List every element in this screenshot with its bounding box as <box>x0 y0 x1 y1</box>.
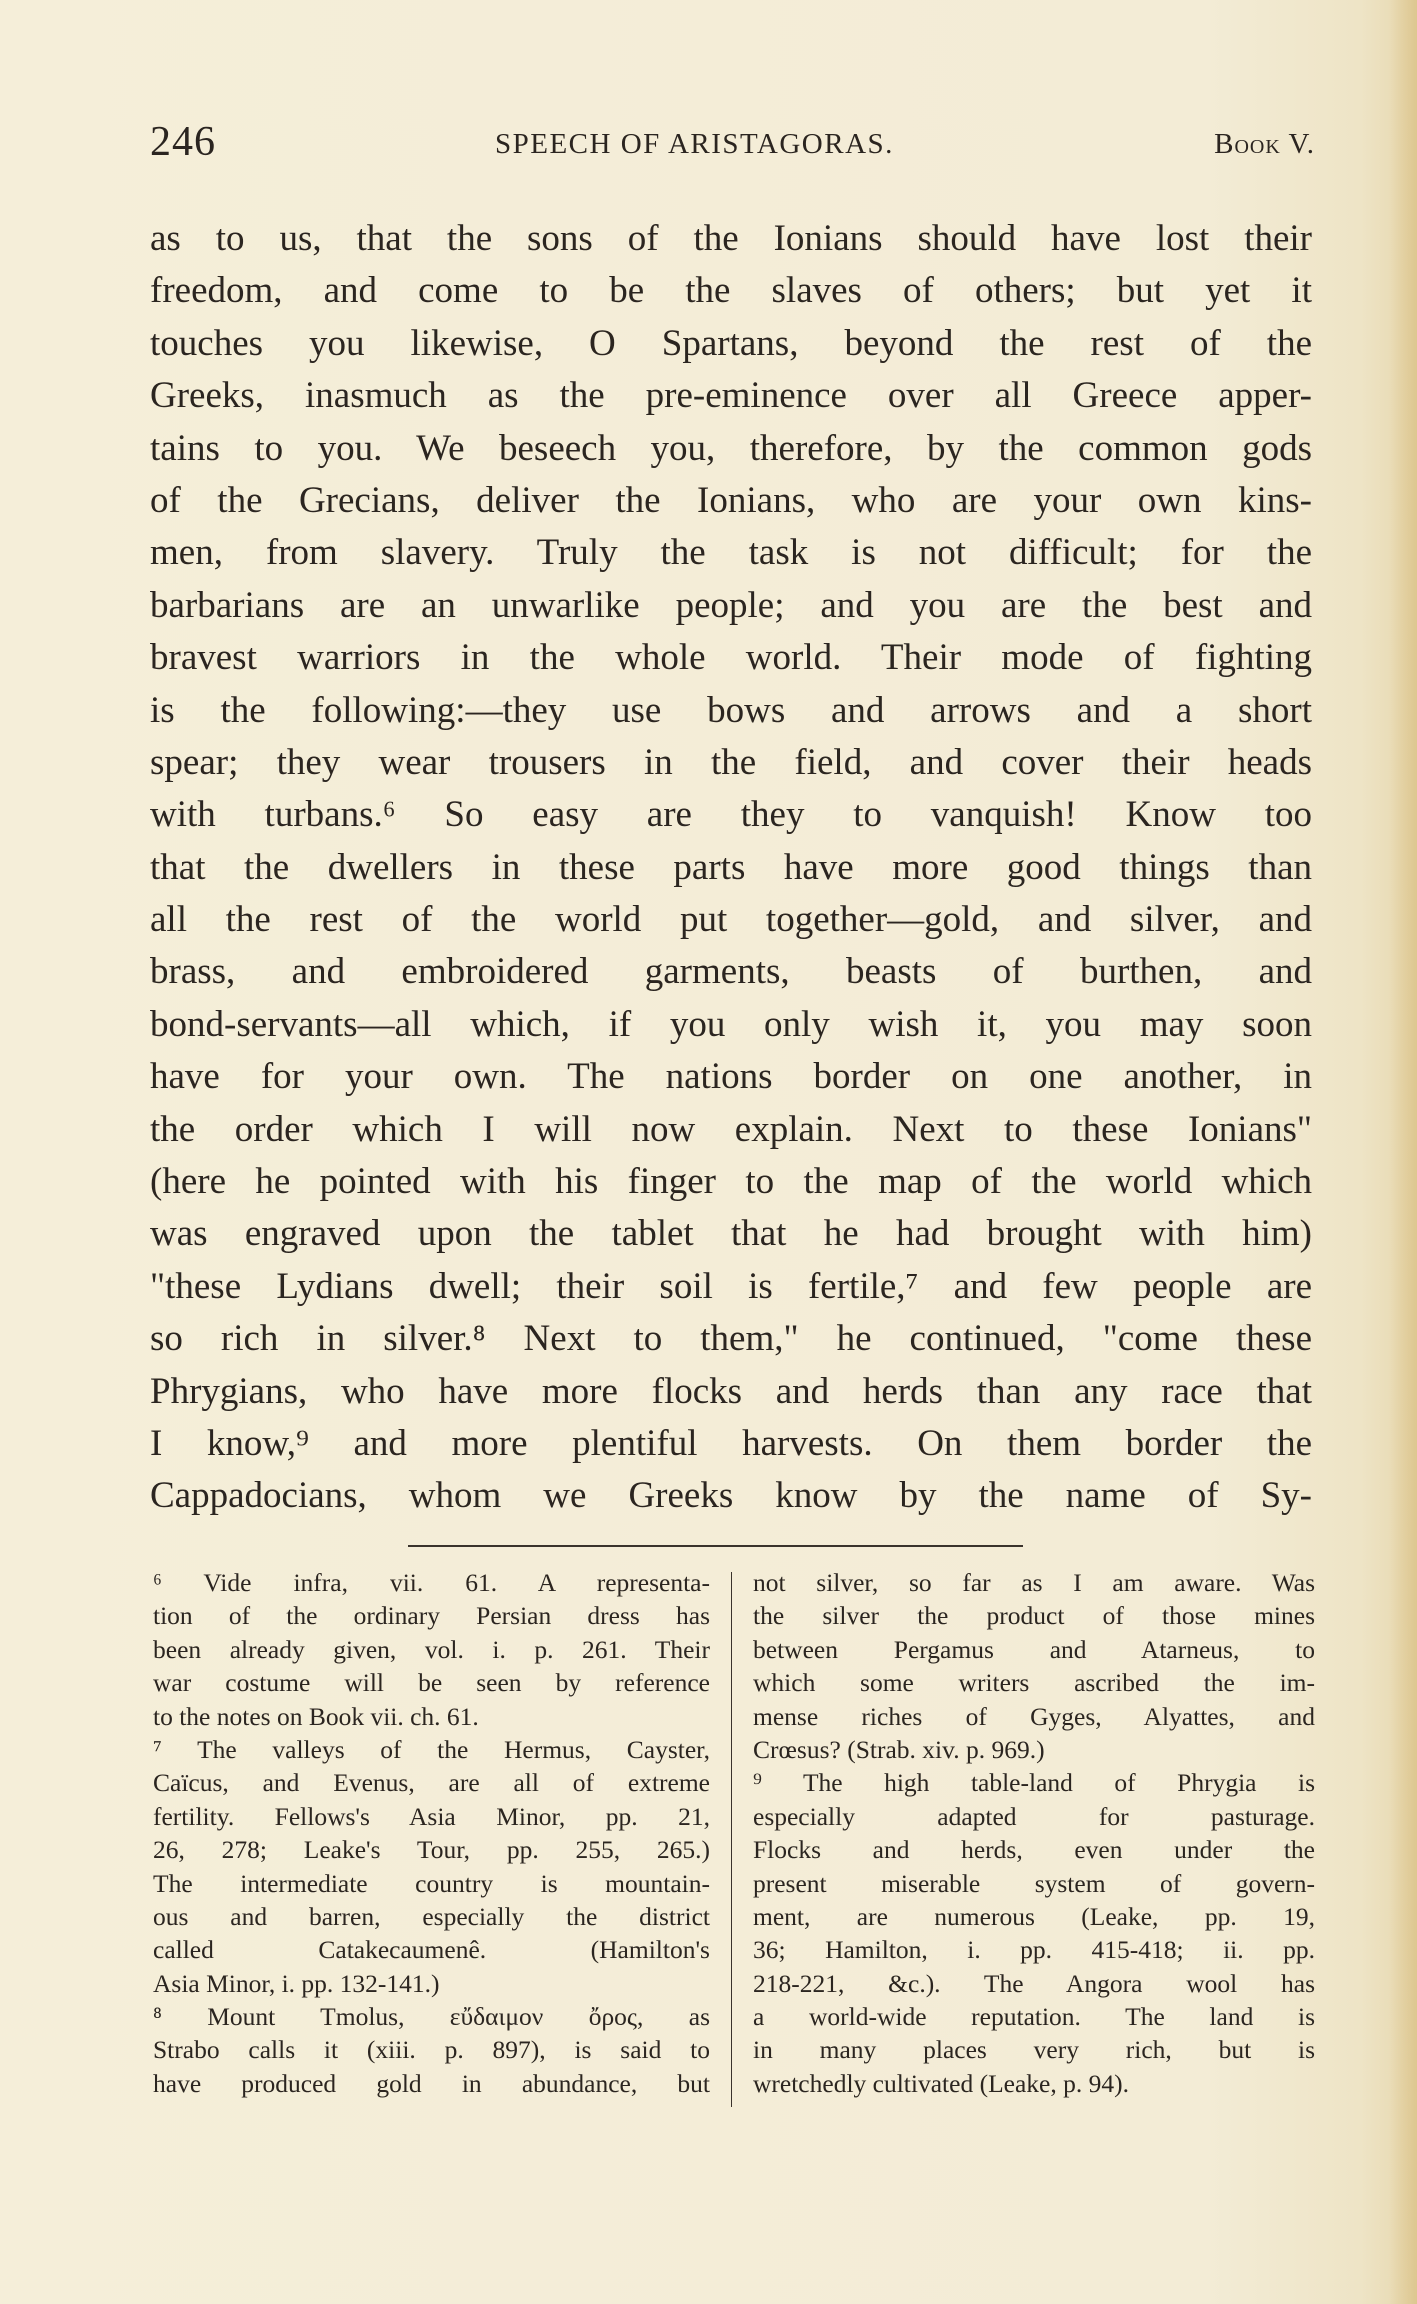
body-line: have for your own. The nations border on one another, in <box>150 1056 1312 1098</box>
body-line: men, from slavery. Truly the task is not difficult; for the <box>150 532 1312 574</box>
body-line: barbarians are an unwarlike people; and you are the best and <box>150 584 1312 626</box>
body-line: "these Lydians dwell; their soil is fertile,⁷ and few people are <box>150 1265 1312 1307</box>
body-line: touches you likewise, O Spartans, beyond the rest of the <box>150 322 1312 364</box>
footnote-line: fertility. Fellows's Asia Minor, pp. 21, <box>153 1801 710 1831</box>
page-header <box>150 118 1315 178</box>
footnote-line: ment, are numerous (Leake, pp. 19, <box>753 1901 1315 1931</box>
body-line: I know,⁹ and more plentiful harvests. On them border the <box>150 1422 1312 1464</box>
body-line: brass, and embroidered garments, beasts of burthen, and <box>150 951 1312 993</box>
footnote-line: a world-wide reputation. The land is <box>753 2002 1315 2032</box>
footnote-line: between Pergamus and Atarneus, to <box>753 1634 1315 1664</box>
footnote-line: 36; Hamilton, i. pp. 415-418; ii. pp. <box>753 1935 1315 1965</box>
footnote-line: present miserable system of govern- <box>753 1868 1315 1898</box>
footnotes-right-column <box>753 1566 1315 2100</box>
body-line: with turbans.⁶ So easy are they to vanquish! Know too <box>150 794 1312 836</box>
body-line: all the rest of the world put together—gold, and silver, and <box>150 899 1312 941</box>
footnote-line: Strabo calls it (xiii. p. 897), is said to <box>153 2035 710 2065</box>
footnote-line: ⁶ Vide infra, vii. 61. A representa- <box>153 1568 710 1597</box>
body-line: bravest warriors in the whole world. Their mode of fighting <box>150 637 1312 679</box>
body-line: bond-servants—all which, if you only wish it, you may soon <box>150 1003 1312 1045</box>
footnote-line: ⁷ The valleys of the Hermus, Cayster, <box>153 1734 710 1764</box>
book-label: Book V. <box>1214 128 1315 160</box>
footnote-line: Asia Minor, i. pp. 132-141.) <box>153 1968 440 1998</box>
footnote-line: in many places very rich, but is <box>753 2035 1315 2065</box>
body-line: was engraved upon the tablet that he had brought with him) <box>150 1213 1312 1255</box>
body-line: tains to you. We beseech you, therefore, by the common gods <box>150 427 1312 469</box>
footnote-line: 26, 278; Leake's Tour, pp. 255, 265.) <box>153 1835 710 1865</box>
footnote-line: ous and barren, especially the district <box>153 1901 710 1931</box>
footnote-line: Flocks and herds, even under the <box>753 1835 1315 1865</box>
page-spine-shadow <box>1389 0 1417 2304</box>
footnote-line: wretchedly cultivated (Leake, p. 94). <box>753 2068 1129 2098</box>
footnote-line: the silver the product of those mines <box>753 1601 1315 1631</box>
body-line: of the Grecians, deliver the Ionians, who are your own kins- <box>150 479 1312 521</box>
footnote-line: tion of the ordinary Persian dress has <box>153 1601 710 1631</box>
footnote-line: not silver, so far as I am aware. Was <box>753 1568 1315 1597</box>
body-line: Phrygians, who have more flocks and herds than any race that <box>150 1370 1312 1412</box>
footnote-line: ⁹ The high table-land of Phrygia is <box>753 1768 1315 1798</box>
running-title: SPEECH OF ARISTAGORAS. <box>495 128 894 160</box>
footnote-line: 218-221, &c.). The Angora wool has <box>753 1968 1315 1998</box>
footnote-line: especially adapted for pasturage. <box>753 1801 1315 1831</box>
footnote-line: been already given, vol. i. p. 261. Their <box>153 1634 710 1664</box>
body-line: Greeks, inasmuch as the pre-eminence over all Greece apper- <box>150 375 1312 417</box>
body-line: so rich in silver.⁸ Next to them," he continued, "come these <box>150 1318 1312 1360</box>
footnote-column-divider <box>731 1572 732 2107</box>
body-line: the order which I will now explain. Next to these Ionians" <box>150 1108 1312 1150</box>
footnote-line: mense riches of Gyges, Alyattes, and <box>753 1701 1315 1731</box>
footnotes-left-column <box>153 1566 710 2100</box>
body-line: is the following:—they use bows and arrows and a short <box>150 689 1312 731</box>
footnote-line: which some writers ascribed the im- <box>753 1668 1315 1698</box>
footnote-line: war costume will be seen by reference <box>153 1668 710 1698</box>
footnote-line: ⁸ Mount Tmolus, εὔδαιμον ὄρος, as <box>153 2002 710 2032</box>
footnote-line: called Catakecaumenê. (Hamilton's <box>153 1935 710 1965</box>
footnote-line: Crœsus? (Strab. xiv. p. 969.) <box>753 1734 1045 1764</box>
body-text <box>150 213 1312 1523</box>
body-line: spear; they wear trousers in the field, and cover their heads <box>150 741 1312 783</box>
body-line: (here he pointed with his finger to the map of the world which <box>150 1161 1312 1203</box>
footnote-line: The intermediate country is mountain- <box>153 1868 710 1898</box>
footnote-line: have produced gold in abundance, but <box>153 2068 710 2098</box>
body-line: as to us, that the sons of the Ionians should have lost their <box>150 218 1312 259</box>
body-line: Cappadocians, whom we Greeks know by the name of Sy- <box>150 1475 1312 1517</box>
body-line: freedom, and come to be the slaves of others; but yet it <box>150 270 1312 312</box>
body-line: that the dwellers in these parts have more good things than <box>150 846 1312 888</box>
page-number: 246 <box>150 119 216 165</box>
footnote-line: to the notes on Book vii. ch. 61. <box>153 1701 479 1731</box>
footnote-line: Caïcus, and Evenus, are all of extreme <box>153 1768 710 1798</box>
footnote-rule <box>408 1545 1023 1547</box>
